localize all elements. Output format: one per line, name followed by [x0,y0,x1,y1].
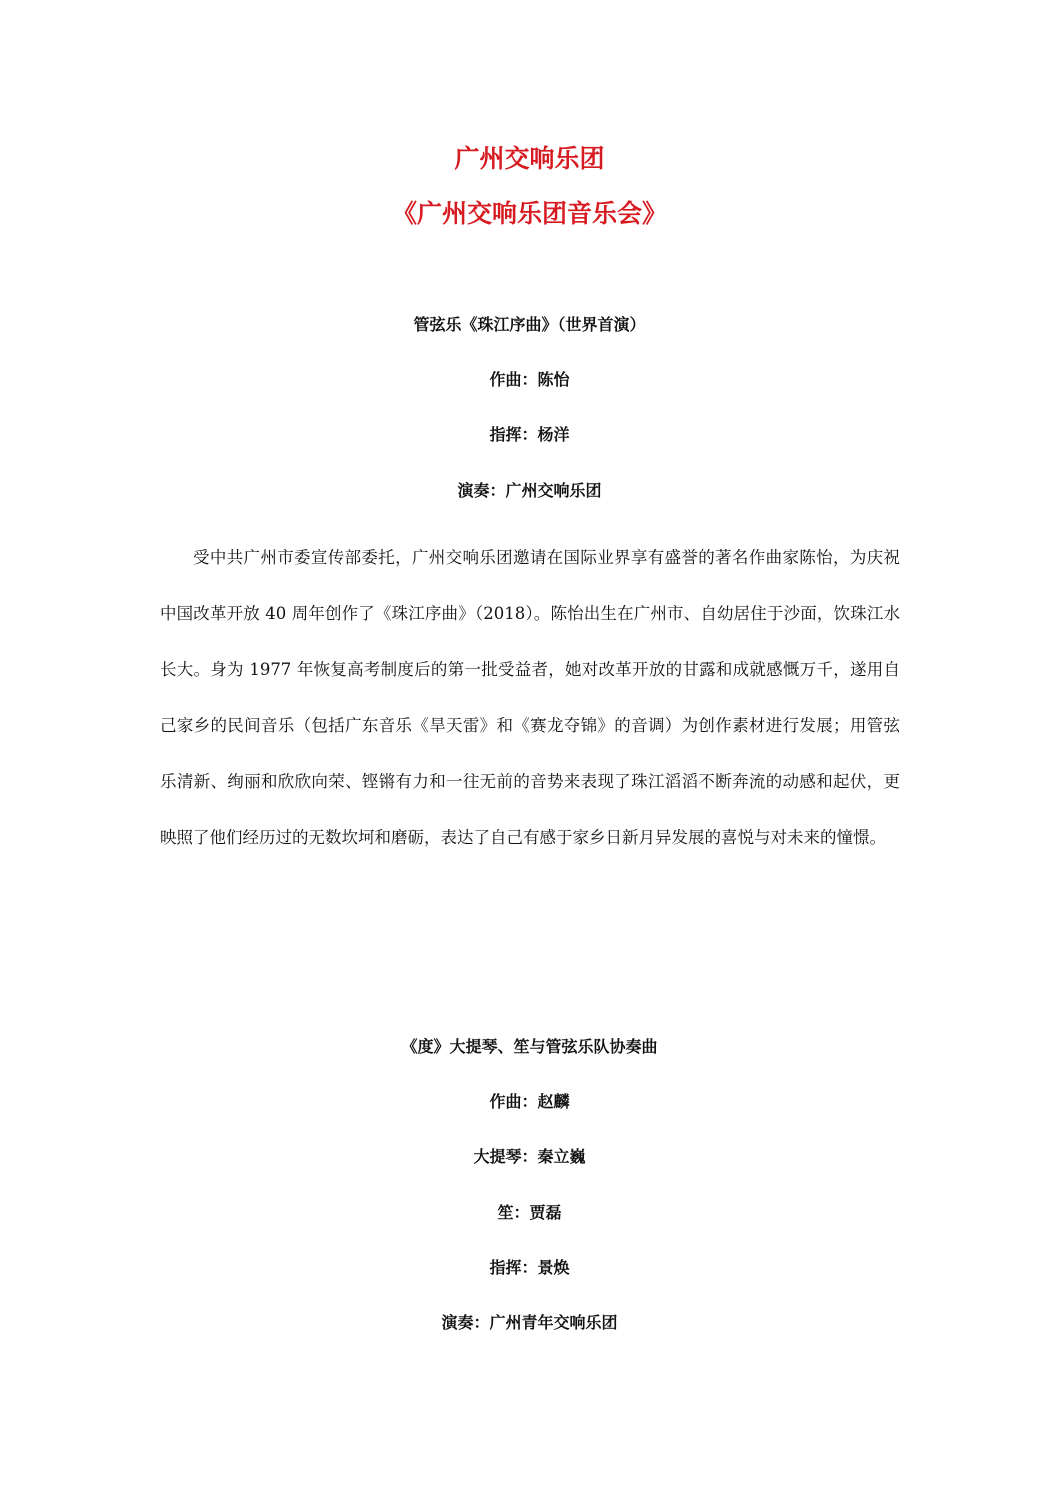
orchestra-title: 广州交响乐团 [454,144,605,173]
piece2-conductor: 指挥：景焕 [489,1258,570,1277]
piece2-composer: 作曲：赵麟 [489,1092,570,1111]
piece2-sheng: 笙：贾磊 [497,1203,562,1222]
piece1-description: 受中共广州市委宣传部委托，广州交响乐团邀请在国际业界享有盛誉的著名作曲家陈怡，为庆祝中国改革开放 40 周年创作了《珠江序曲》（2018）。陈怡出生在广州市、自幼居住于沙面，饮珠江水长大。身为 1977 年恢复高考制度后的第一批受益者，她对改革开放的甘露和成就感慨万千，遂用自己家乡的民间音乐（包括广东音乐《旱天雷》和《赛龙夺锦》的音调）为创作素材进行发展；用管弦乐清新、绚丽和欣欣向荣、铿锵有力和一往无前的音势来表现了珠江滔滔不断奔流的动感和起伏，更映照了他们经历过的无数坎坷和磨砺，表达了自己有感于家乡日新月异发展的喜悦与对未来的憧憬。 [160,548,900,847]
piece1-composer: 作曲：陈怡 [489,370,570,389]
piece1-performer: 演奏：广州交响乐团 [457,481,602,500]
piece2-performer: 演奏：广州青年交响乐团 [441,1313,618,1332]
piece2-title: 《度》大提琴、笙与管弦乐队协奏曲 [401,1037,658,1056]
concert-title: 《广州交响乐团音乐会》 [391,199,667,228]
piece2-cellist: 大提琴：秦立巍 [473,1147,586,1166]
piece1-conductor: 指挥：杨洋 [489,425,570,444]
piece1-title: 管弦乐《珠江序曲》（世界首演） [413,315,646,334]
